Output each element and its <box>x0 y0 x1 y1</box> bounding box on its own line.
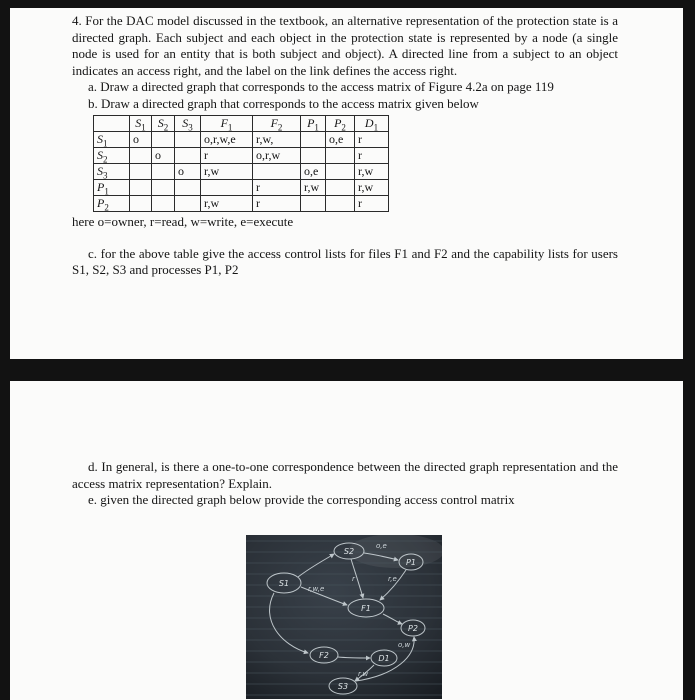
table-cell <box>326 195 355 211</box>
node-label: P1 <box>406 557 416 567</box>
table-cell <box>253 163 301 179</box>
table-cell: r,w <box>355 179 389 195</box>
item-a: a. Draw a directed graph that corresponds to the access matrix of Figure 4.2a on page 119 <box>88 79 554 95</box>
table-cell <box>326 179 355 195</box>
table-cell <box>152 179 175 195</box>
edge-label: o,e <box>376 541 387 550</box>
table-header-cell: $P_1$ <box>301 115 326 131</box>
table-cell: r <box>355 195 389 211</box>
table-cell: r <box>355 147 389 163</box>
table-cell <box>301 131 326 147</box>
table-header-cell: $S_2$ <box>152 115 175 131</box>
edge-label: o,w <box>398 640 411 649</box>
item-d: d. In general, is there a one-to-one correspondence between the directed graph representation and the access matrix representation? Explain. <box>72 459 618 491</box>
edge-label: r <box>352 574 355 583</box>
row-label: $P_1$ <box>94 179 130 195</box>
table-cell: r,w <box>201 195 253 211</box>
item-b: b. Draw a directed graph that corresponds to the access matrix given below <box>88 95 479 111</box>
table-cell <box>152 195 175 211</box>
table-cell <box>326 163 355 179</box>
table-header-row <box>94 115 389 131</box>
table-cell <box>152 131 175 147</box>
table-legend: here o=owner, r=read, w=write, e=execute <box>72 213 294 229</box>
table-cell: r,w <box>355 163 389 179</box>
item-c: c. for the above table give the access control lists for files F1 and F2 and the capability lists for users S1, S2, S3 and processes P1, P2 <box>72 245 618 278</box>
node-label: F2 <box>319 650 329 660</box>
table-row <box>94 147 389 163</box>
row-label: $S_3$ <box>94 163 130 179</box>
table-cell <box>175 131 201 147</box>
table-cell <box>301 195 326 211</box>
table-cell <box>175 179 201 195</box>
edge-label: r,e <box>388 574 397 583</box>
table-cell <box>201 179 253 195</box>
item-e: e. given the directed graph below provide the corresponding access control matrix <box>88 492 515 508</box>
node-label: F1 <box>361 603 371 613</box>
edge-label: r,w <box>358 669 369 678</box>
node-label: D1 <box>378 653 390 663</box>
row-label: $S_2$ <box>94 147 130 163</box>
table-header-cell: $F_1$ <box>201 115 253 131</box>
table-header-cell: $S_3$ <box>175 115 201 131</box>
edge-label: r,w,e <box>308 584 325 593</box>
problem-statement: 4. For the DAC model discussed in the textbook, an alternative representation of the protection state is a directed graph. Each subject and each object in the protection state is represented by a node (a single node is used for an entity that is both subject and object). A directed line from a subject to an object indicates an access right, and the label on the link defines the access right. <box>72 13 618 78</box>
table-cell: r <box>201 147 253 163</box>
document-page-1 <box>10 8 683 359</box>
table-header-cell: $P_2$ <box>326 115 355 131</box>
node-label: S3 <box>337 681 349 691</box>
table-cell <box>130 195 152 211</box>
table-header-cell <box>94 115 130 131</box>
table-cell <box>175 195 201 211</box>
table-cell: o,r,w <box>253 147 301 163</box>
document-page-2 <box>10 381 683 700</box>
table-cell: r <box>253 195 301 211</box>
table-cell <box>130 163 152 179</box>
table-cell <box>130 179 152 195</box>
node-label: P2 <box>408 623 418 633</box>
table-cell <box>301 147 326 163</box>
table-cell: r,w, <box>253 131 301 147</box>
table-header-cell: $F_2$ <box>253 115 301 131</box>
table-cell: o <box>130 131 152 147</box>
table-cell: o <box>175 163 201 179</box>
table-header-cell: $D_1$ <box>355 115 389 131</box>
table-cell <box>175 147 201 163</box>
table-cell: r <box>355 131 389 147</box>
row-label: $S_1$ <box>94 131 130 147</box>
table-cell: r,w <box>201 163 253 179</box>
table-cell <box>152 163 175 179</box>
table-row <box>94 179 389 195</box>
table-header-cell: $S_1$ <box>130 115 152 131</box>
table-cell: r <box>253 179 301 195</box>
table-cell <box>130 147 152 163</box>
node-label: S2 <box>343 546 355 556</box>
table-row <box>94 131 389 147</box>
node-label: S1 <box>278 578 290 588</box>
table-cell: o,r,w,e <box>201 131 253 147</box>
table-cell <box>326 147 355 163</box>
access-matrix-table <box>93 115 389 212</box>
table-row <box>94 195 389 211</box>
row-label: $P_2$ <box>94 195 130 211</box>
table-cell: o,e <box>301 163 326 179</box>
graph-photo <box>246 535 442 699</box>
table-cell: o <box>152 147 175 163</box>
table-cell: r,w <box>301 179 326 195</box>
directed-graph-photo-svg <box>246 535 442 699</box>
table-cell: o,e <box>326 131 355 147</box>
table-row <box>94 163 389 179</box>
